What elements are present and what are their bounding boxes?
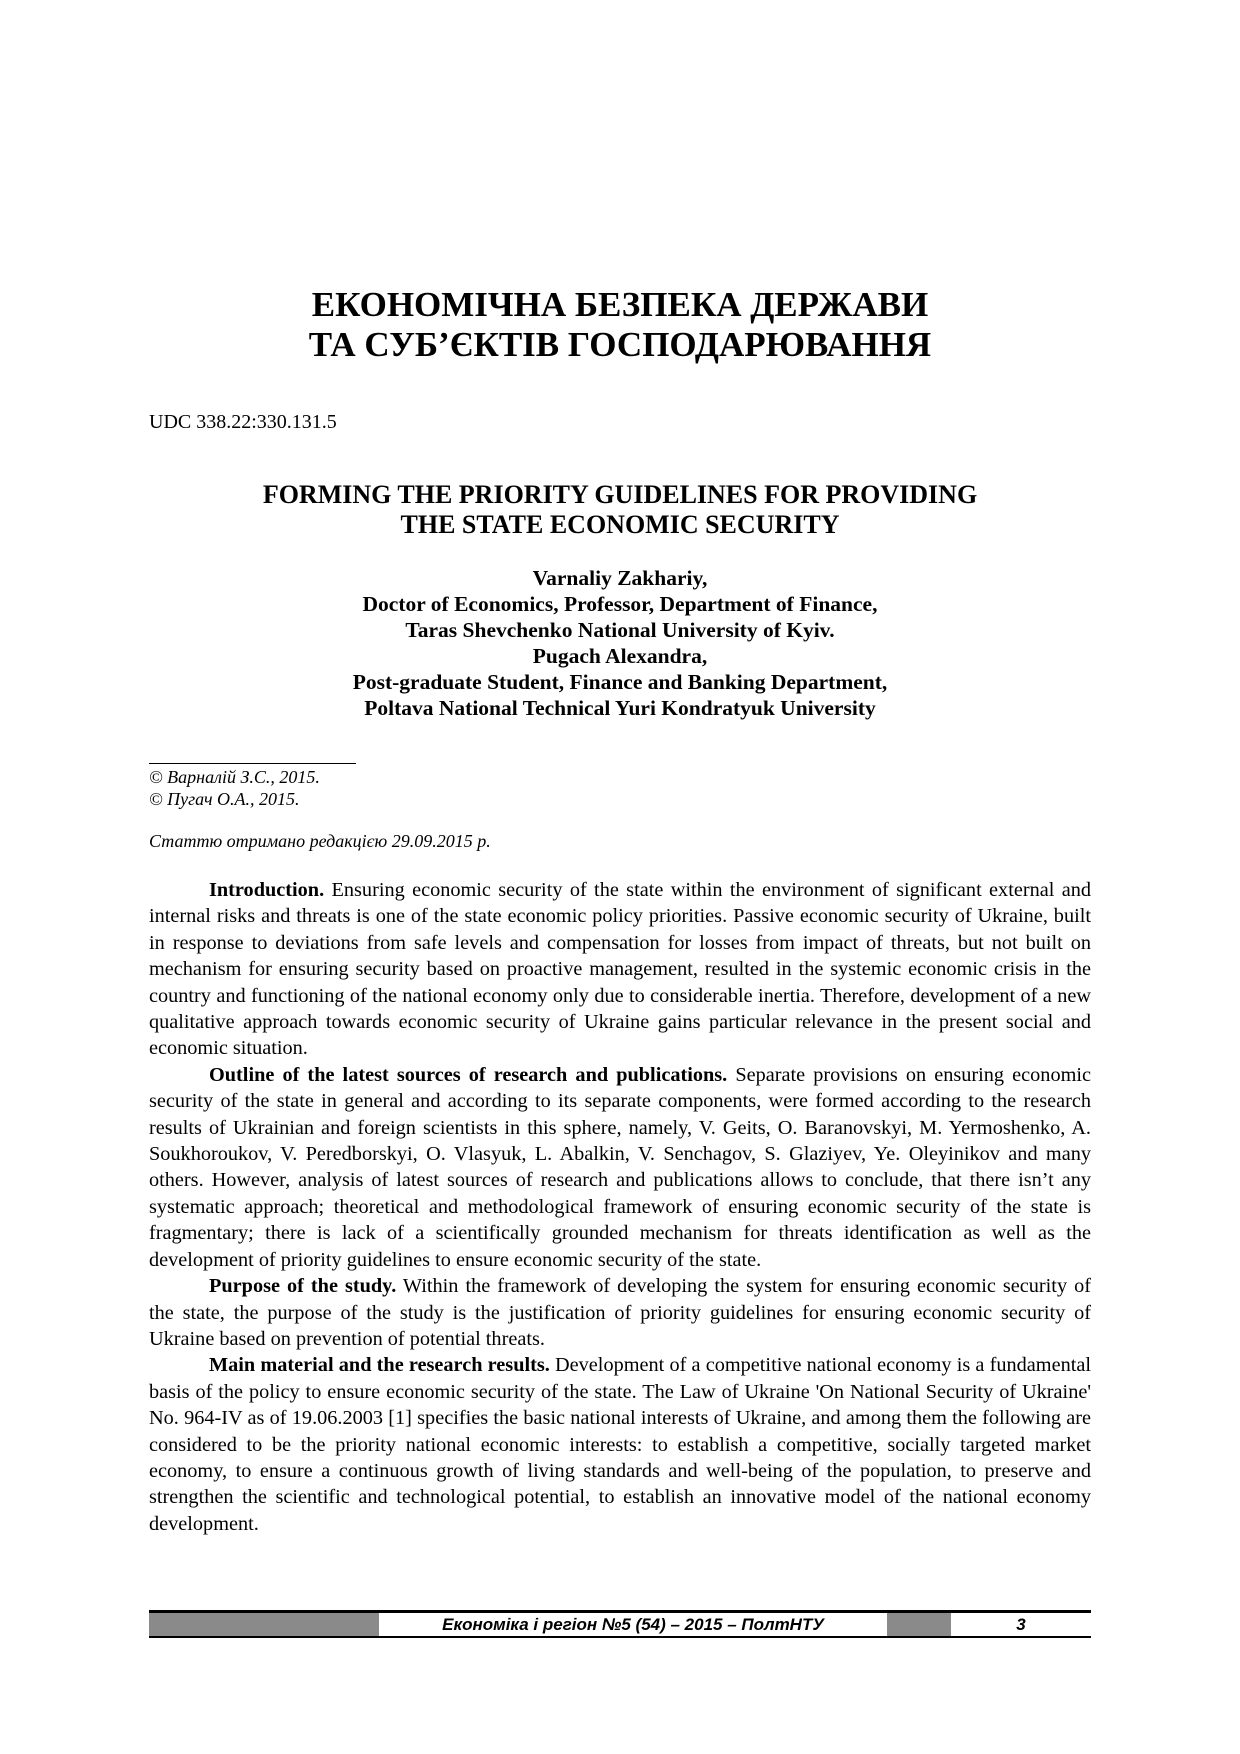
paragraph-literature-review (149, 1062, 1091, 1273)
article-body (149, 877, 1091, 1537)
paragraph-text: Separate provisions on ensuring economic security of the state in general and according to its separate components, were formed according to the research results of Ukrainian and foreign scientists in this sphere, namely, V. Geits, O. Baranovskyi, M. Yermoshenko, A. Soukhoroukov, V. Peredborskyi, O. Vlasyuk, L. Abalkin, V. Senchagov, S. Glaziyev, Ye. Oleyinikov and many others. However, analysis of latest sources of research and publications allows to conclude, that there isn’t any systematic approach; theoretical and methodological framework of ensuring economic security of the state is fragmentary; there is lack of a scientifically grounded mechanism for threats identification as well as the development of priority guidelines to ensure economic security of the state. (149, 1063, 1091, 1271)
section-title-line-2: ТА СУБ’ЄКТІВ ГОСПОДАРЮВАННЯ (308, 325, 932, 364)
received-date-note: Статтю отримано редакцією 29.09.2015 р. (149, 831, 491, 851)
section-title (150, 285, 1090, 365)
paragraph-heading: Introduction. (209, 879, 325, 901)
author-2-affiliation: Poltava National Technical Yuri Kondratyuk University (364, 696, 876, 720)
copyright-notes (149, 766, 320, 810)
copyright-line-1: © Варналій З.С., 2015. (149, 767, 320, 787)
article-title-line-2: THE STATE ECONOMIC SECURITY (400, 510, 840, 539)
paragraph-heading: Purpose of the study. (209, 1275, 397, 1298)
paragraph-heading: Main material and the research results. (209, 1354, 550, 1377)
author-block (150, 565, 1090, 721)
author-1-name: Varnaliy Zakhariy, (532, 566, 708, 590)
paragraph-main-material (149, 1352, 1091, 1537)
author-2-name: Pugach Alexandra, (532, 644, 708, 668)
article-title (150, 480, 1090, 540)
paragraph-text: Ensuring economic security of the state within the environment of significant external and internal risks and threats is one of the state economic policy priorities. Passive economic security of Ukraine, built in response to deviations from safe levels and compensation for losses from impact of threats, but not built on mechanism for ensuring security based on proactive management, resulted in the systemic economic crisis in the country and functioning of the national economy only due to considerable inertia. Therefore, development of a new qualitative approach towards economic security of Ukraine gains particular relevance in the present social and economic situation. (149, 879, 1091, 1060)
author-2-position: Post-graduate Student, Finance and Banking Department, (352, 670, 888, 694)
page-number: 3 (951, 1613, 1091, 1636)
footnote-divider (149, 763, 356, 764)
author-1-position: Doctor of Economics, Professor, Department of Finance, (362, 592, 878, 616)
paragraph-introduction (149, 877, 1091, 1062)
footer-journal-title: Економіка і регіон №5 (54) – 2015 – ПолтНТУ (379, 1613, 887, 1636)
udc-code: UDC 338.22:330.131.5 (149, 411, 337, 433)
section-title-line-1: ЕКОНОМІЧНА БЕЗПЕКА ДЕРЖАВИ (311, 285, 929, 324)
page-footer (149, 1610, 1091, 1638)
author-1-affiliation: Taras Shevchenko National University of Kyiv. (405, 618, 835, 642)
article-title-line-1: FORMING THE PRIORITY GUIDELINES FOR PROVIDING (262, 480, 978, 509)
paragraph-purpose (149, 1273, 1091, 1352)
copyright-line-2: © Пугач О.А., 2015. (149, 789, 300, 809)
paragraph-heading: Outline of the latest sources of research and publications. (209, 1063, 728, 1086)
paragraph-text: Within the framework of developing the system for ensuring economic security of the state, the purpose of the study is the justification of priority guidelines for ensuring economic security of Ukraine based on prevention of potential threats. (149, 1275, 1091, 1350)
paragraph-text: Development of a competitive national economy is a fundamental basis of the policy to ensure economic security of the state. The Law of Ukraine 'On National Security of Ukraine' No. 964-IV as of 19.06.2003 [1] specifies the basic national interests of Ukraine, and among them the following are considered to be the priority national economic interests: to establish a competitive, socially targeted market economy, to ensure a continuous growth of living standards and well-being of the population, to preserve and strengthen the scientific and technological potential, to establish an innovative model of the national economy development. (149, 1354, 1091, 1535)
